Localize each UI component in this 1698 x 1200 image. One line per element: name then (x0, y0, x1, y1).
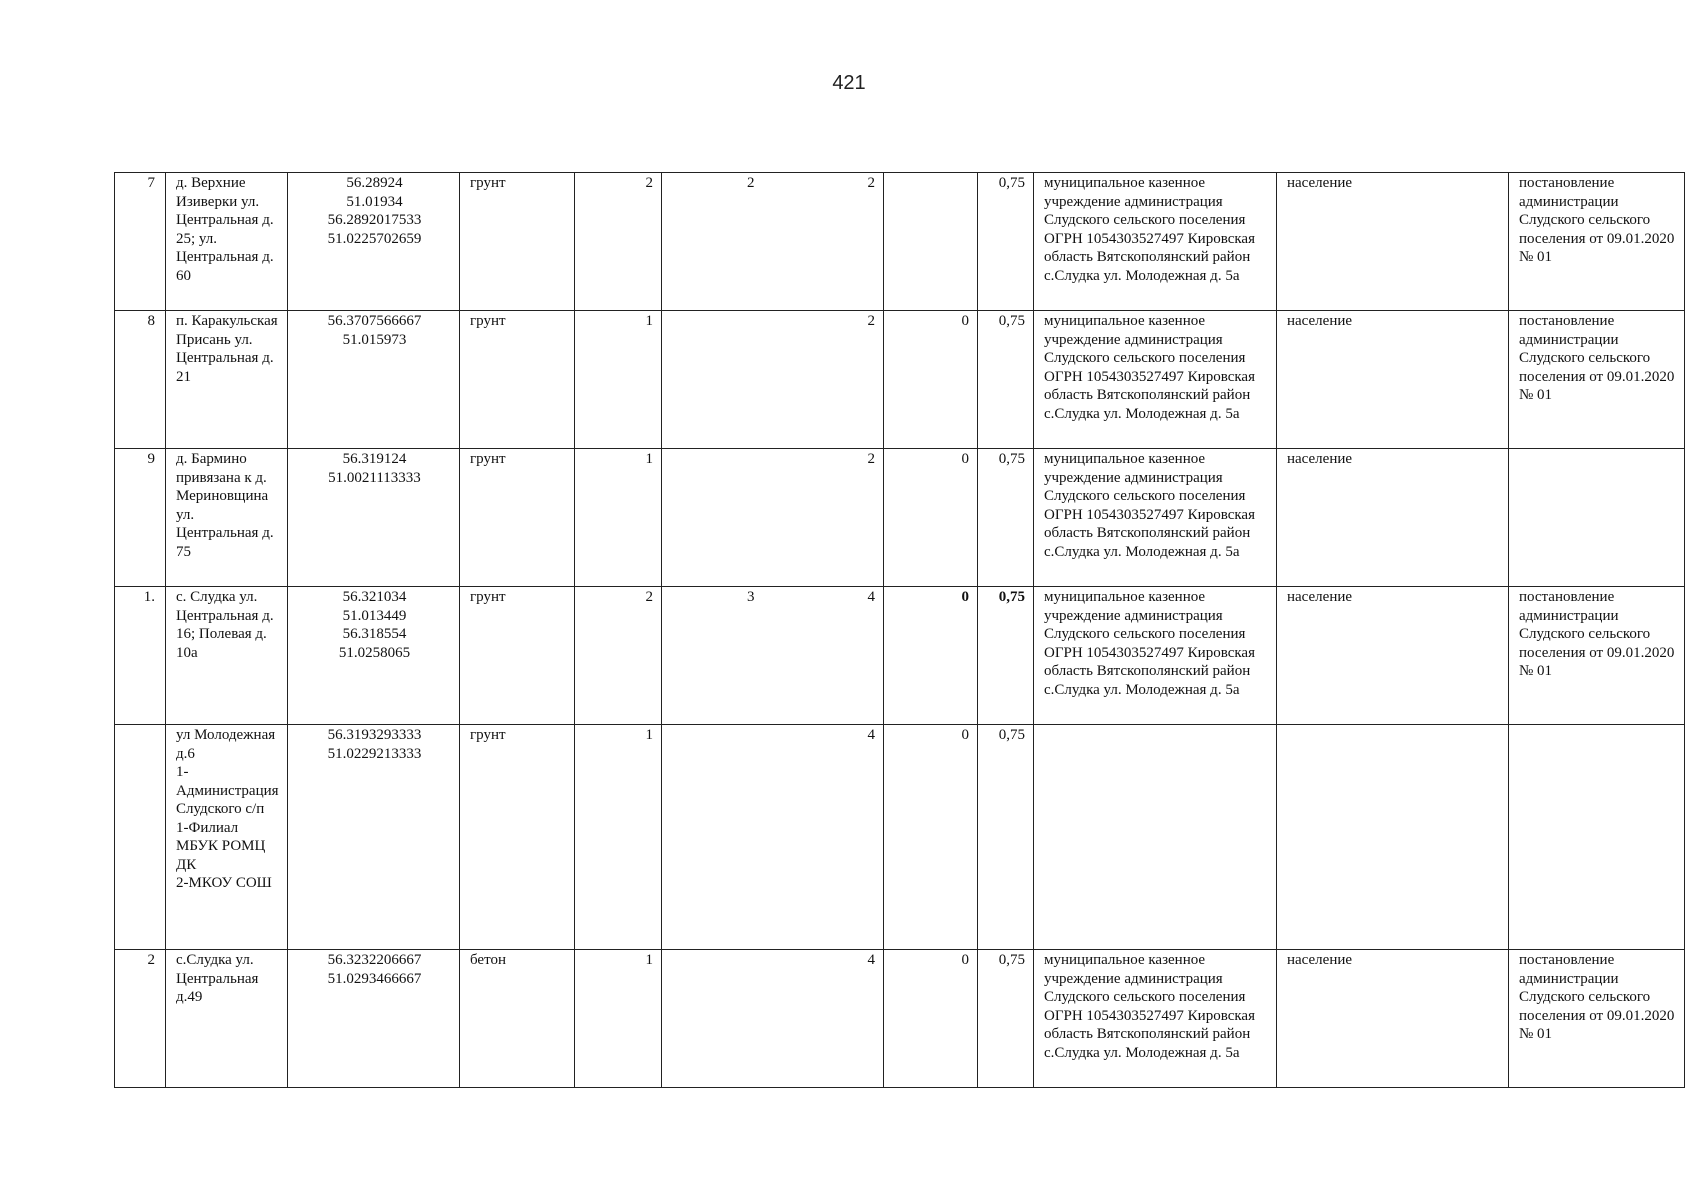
count-b2-value: 2 (867, 451, 875, 467)
row-number: 1. (115, 587, 166, 725)
owner-cell: муниципальное казенное учреждение администрация Слудского сельского поселения ОГРН 1054303527497 Кировская область Вятскополянский район с.Слудка ул. Молодежная д. 5а (1034, 587, 1277, 725)
row-number (115, 725, 166, 950)
volume-cell: 0,75 (978, 950, 1034, 1088)
address-cell: с.Слудка ул. Центральная д.49 (166, 950, 288, 1088)
surface-cell: грунт (460, 587, 575, 725)
address-cell: д. Бармино привязана к д. Мериновщина ул. Центральная д. 75 (166, 449, 288, 587)
owner-cell: муниципальное казенное учреждение администрация Слудского сельского поселения ОГРН 1054303527497 Кировская область Вятскополянский район с.Слудка ул. Молодежная д. 5а (1034, 173, 1277, 311)
count-c-cell: 0 (884, 587, 978, 725)
source-cell: население (1277, 587, 1509, 725)
count-b-cell (662, 449, 884, 587)
source-cell (1277, 725, 1509, 950)
source-cell: население (1277, 173, 1509, 311)
count-b2-value: 4 (867, 727, 875, 743)
count-b-cell (662, 725, 884, 950)
address-cell: п. Каракульская Присань ул. Центральная д. 21 (166, 311, 288, 449)
surface-cell: грунт (460, 725, 575, 950)
table-row (115, 449, 1685, 587)
surface-cell: грунт (460, 173, 575, 311)
count-a-cell: 1 (575, 311, 662, 449)
table-row (115, 587, 1685, 725)
address-cell: ул Молодежная д.6 1- Администрация Слудского с/п 1-Филиал МБУК РОМЦ ДК 2-МКОУ СОШ (166, 725, 288, 950)
count-c-cell: 0 (884, 449, 978, 587)
count-b1-value (672, 951, 747, 970)
table-row (115, 950, 1685, 1088)
owner-cell: муниципальное казенное учреждение администрация Слудского сельского поселения ОГРН 1054303527497 Кировская область Вятскополянский район с.Слудка ул. Молодежная д. 5а (1034, 311, 1277, 449)
decision-cell (1509, 449, 1685, 587)
row-number: 8 (115, 311, 166, 449)
decision-cell: постановление администрации Слудского сельского поселения от 09.01.2020 № 01 (1509, 311, 1685, 449)
decision-cell: постановление администрации Слудского сельского поселения от 09.01.2020 № 01 (1509, 587, 1685, 725)
surface-cell: грунт (460, 311, 575, 449)
source-cell: население (1277, 311, 1509, 449)
decision-cell: постановление администрации Слудского сельского поселения от 09.01.2020 № 01 (1509, 950, 1685, 1088)
surface-cell: грунт (460, 449, 575, 587)
count-b2-value: 4 (867, 952, 875, 968)
count-b1-value (672, 450, 747, 469)
address-cell: д. Верхние Изиверки ул. Центральная д. 25; ул. Центральная д. 60 (166, 173, 288, 311)
owner-cell: муниципальное казенное учреждение администрация Слудского сельского поселения ОГРН 1054303527497 Кировская область Вятскополянский район с.Слудка ул. Молодежная д. 5а (1034, 950, 1277, 1088)
decision-cell: постановление администрации Слудского сельского поселения от 09.01.2020 № 01 (1509, 173, 1685, 311)
count-a-cell: 1 (575, 950, 662, 1088)
row-number: 2 (115, 950, 166, 1088)
count-c-cell: 0 (884, 950, 978, 1088)
owner-cell: муниципальное казенное учреждение администрация Слудского сельского поселения ОГРН 1054303527497 Кировская область Вятскополянский район с.Слудка ул. Молодежная д. 5а (1034, 449, 1277, 587)
address-cell: с. Слудка ул. Центральная д. 16; Полевая д. 10а (166, 587, 288, 725)
coordinates-cell: 56.28924 51.01934 56.2892017533 51.0225702659 (288, 173, 460, 311)
count-a-cell: 2 (575, 173, 662, 311)
coordinates-cell: 56.321034 51.013449 56.318554 51.0258065 (288, 587, 460, 725)
count-b1-value: 3 (747, 589, 755, 605)
count-a-cell: 2 (575, 587, 662, 725)
count-b1-value: 2 (747, 175, 755, 191)
volume-cell: 0,75 (978, 449, 1034, 587)
count-b-cell (662, 587, 884, 725)
count-a-cell: 1 (575, 725, 662, 950)
page-number: 421 (832, 72, 866, 94)
volume-cell: 0,75 (978, 587, 1034, 725)
decision-cell (1509, 725, 1685, 950)
count-b1-value (672, 726, 747, 745)
source-cell: население (1277, 449, 1509, 587)
count-c-cell (884, 173, 978, 311)
table-row (115, 725, 1685, 950)
source-cell: население (1277, 950, 1509, 1088)
surface-cell: бетон (460, 950, 575, 1088)
coordinates-cell: 56.319124 51.0021113333 (288, 449, 460, 587)
owner-cell (1034, 725, 1277, 950)
count-b1-value (672, 312, 747, 331)
volume-cell: 0,75 (978, 725, 1034, 950)
count-a-cell: 1 (575, 449, 662, 587)
count-b-cell (662, 173, 884, 311)
count-b2-value: 2 (867, 313, 875, 329)
volume-cell: 0,75 (978, 311, 1034, 449)
table-row (115, 311, 1685, 449)
count-b-cell (662, 311, 884, 449)
volume-cell: 0,75 (978, 173, 1034, 311)
count-b-cell (662, 950, 884, 1088)
row-number: 7 (115, 173, 166, 311)
count-b2-value: 2 (867, 175, 875, 191)
count-c-cell: 0 (884, 311, 978, 449)
coordinates-cell: 56.3707566667 51.015973 (288, 311, 460, 449)
coordinates-cell: 56.3232206667 51.0293466667 (288, 950, 460, 1088)
table-row (115, 173, 1685, 311)
count-b2-value: 4 (867, 589, 875, 605)
row-number: 9 (115, 449, 166, 587)
coordinates-cell: 56.3193293333 51.0229213333 (288, 725, 460, 950)
registry-table (114, 172, 1685, 1088)
count-c-cell: 0 (884, 725, 978, 950)
